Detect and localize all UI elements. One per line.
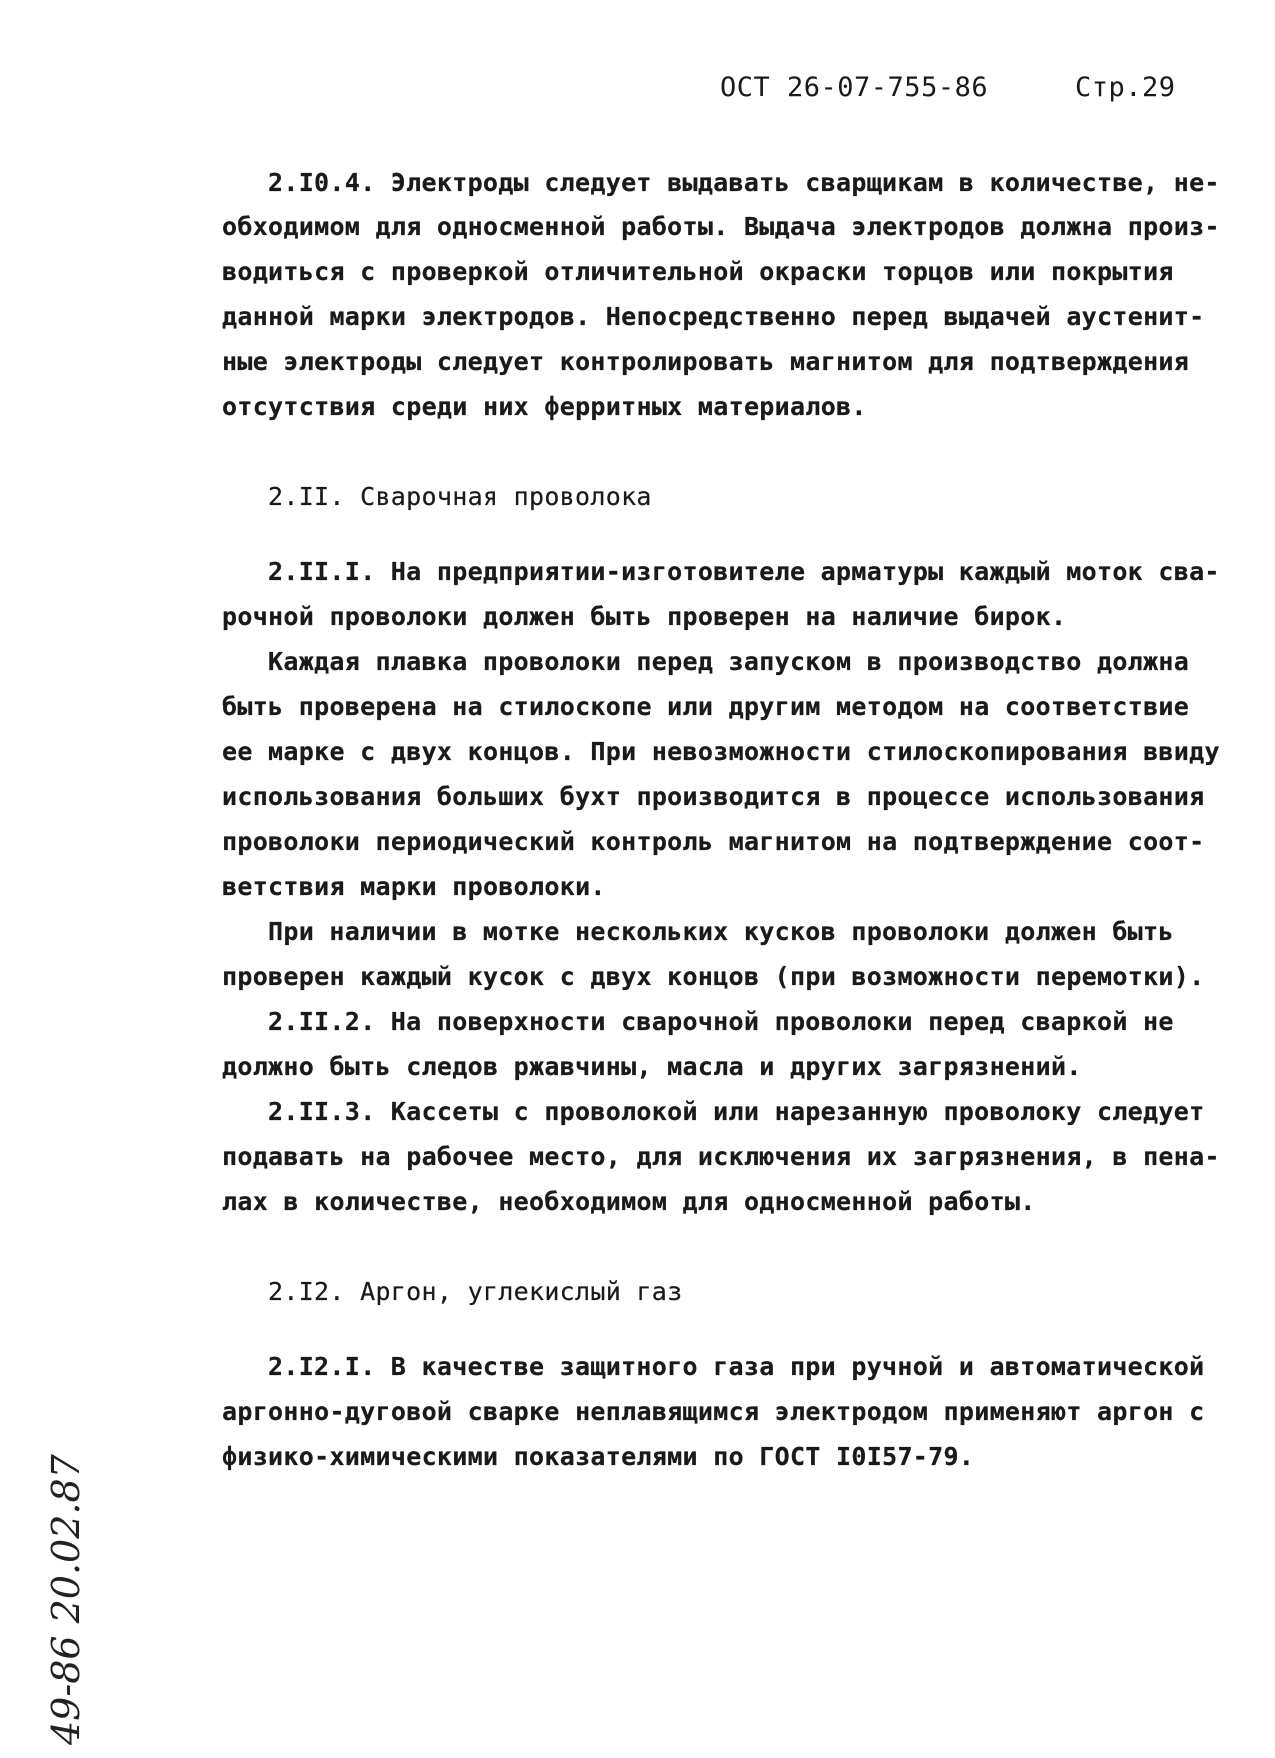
- paragraph-line: Каждая плавка проволоки перед запуском в производство должна: [268, 647, 1190, 676]
- paragraph-line: ные электроды следует контролировать магнитом для подтверждения: [222, 347, 1190, 376]
- page-number: Стр.29: [1075, 72, 1176, 103]
- paragraph-line: должно быть следов ржавчины, масла и других загрязнений.: [222, 1052, 1082, 1081]
- paragraph-line: ее марке с двух концов. При невозможности стилоскопирования ввиду: [222, 737, 1220, 766]
- paragraph-line: данной марки электродов. Непосредственно перед выдачей аустенит-: [222, 302, 1205, 331]
- paragraph-line: использования больших бухт производится в процессе использования: [222, 782, 1205, 811]
- paragraph-line: подавать на рабочее место, для исключения их загрязнения, в пена-: [222, 1142, 1220, 1171]
- paragraph-line: 2.I0.4. Электроды следует выдавать сварщикам в количестве, не-: [268, 168, 1220, 197]
- paragraph-line: быть проверена на стилоскопе или другим методом на соответствие: [222, 692, 1190, 721]
- paragraph-line: аргонно-дуговой сварке неплавящимся электродом применяют аргон с: [222, 1397, 1205, 1426]
- paragraph-line: проверен каждый кусок с двух концов (при возможности перемотки).: [222, 962, 1205, 991]
- section-heading: 2.I2. Аргон, углекислый газ: [268, 1277, 683, 1306]
- paragraph-line: физико-химическими показателями по ГОСТ I0I57-79.: [222, 1442, 975, 1471]
- page-header: [720, 72, 1176, 103]
- paragraph-line: лах в количестве, необходимом для односменной работы.: [222, 1187, 1036, 1216]
- paragraph-line: При наличии в мотке нескольких кусков проволоки должен быть: [268, 917, 1174, 946]
- paragraph-line: 2.II.3. Кассеты с проволокой или нарезанную проволоку следует: [268, 1097, 1205, 1126]
- paragraph-line: обходимом для односменной работы. Выдача электродов должна произ-: [222, 212, 1220, 241]
- paragraph-line: проволоки периодический контроль магнитом на подтверждение соот-: [222, 827, 1205, 856]
- section-heading: 2.II. Сварочная проволока: [268, 482, 652, 511]
- paragraph-line: 2.I2.I. В качестве защитного газа при ручной и автоматической: [268, 1352, 1205, 1381]
- handwritten-margin-note: 49-86 20.02.87: [44, 1454, 88, 1745]
- paragraph-line: рочной проволоки должен быть проверен на наличие бирок.: [222, 602, 1067, 631]
- document-code: ОСТ 26-07-755-86: [720, 72, 989, 103]
- paragraph-line: ветствия марки проволоки.: [222, 872, 606, 901]
- paragraph-line: отсутствия среди них ферритных материалов.: [222, 392, 867, 421]
- paragraph-line: 2.II.I. На предприятии-изготовителе арматуры каждый моток сва-: [268, 557, 1220, 586]
- paragraph-line: водиться с проверкой отличительной окраски торцов или покрытия: [222, 257, 1174, 286]
- paragraph-line: 2.II.2. На поверхности сварочной проволоки перед сваркой не: [268, 1007, 1174, 1036]
